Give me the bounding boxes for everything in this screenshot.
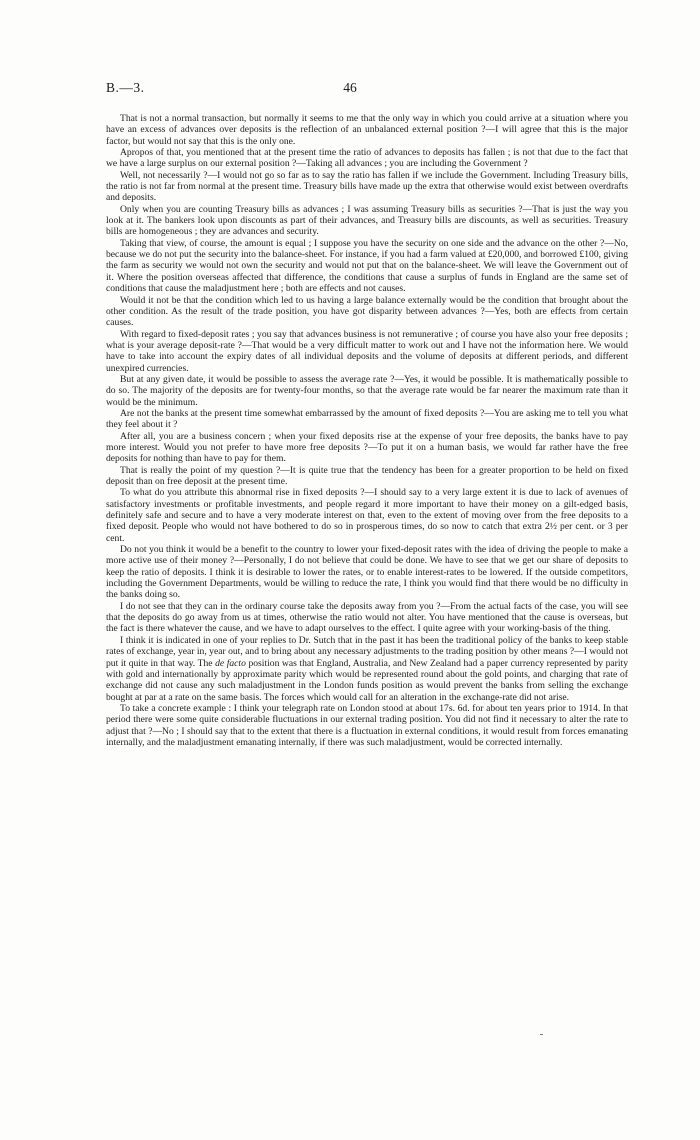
- page-number: 46: [343, 80, 357, 95]
- paragraph: Taking that view, of course, the amount is equal ; I suppose you have the security on one side and the advance on the other ?—No, because we do not put the security into the balance-sheet. For instance, if you had a farm valued at £20,000, and borrowed £100, giving the farm as security we would not own the security and would not put that on the balance-sheet. We will leave the Government out of it. Where the position overseas affected that difference, the conditions that cause a surplus of funds in England are the same set of conditions that cause the maladjustment here ; both are effects and not causes.: [106, 237, 628, 295]
- paragraph: With regard to fixed-deposit rates ; you say that advances business is not remunerative ; of course you have also your free deposits ; what is your average deposit-rate ?—That would be a very difficult matter to work out and I have not the information here. We would have to take into account the expiry dates of all individual deposits and the volume of deposits at different periods, and different unexpired currencies.: [106, 328, 628, 374]
- paragraph: To what do you attribute this abnormal rise in fixed deposits ?—I should say to a very large extent it is due to lack of avenues of satisfactory investments or profitable investments, and people regard it more important to have their money on a gilt-edged basis, definitely safe and secure and to have a very moderate interest on that, even to the extent of moving over from the free deposits to a fixed deposit. People who would not have bothered to do so in prosperous times, do so now to catch that extra 2½ per cent. or 3 per cent.: [106, 487, 628, 544]
- paragraph: That is not a normal transaction, but normally it seems to me that the only way in which you could arrive at a situation where you have an excess of advances over deposits is the reflection of an unbalanced external position ?—I will agree that this is the major factor, but would not say that this is the only one.: [106, 113, 628, 147]
- document-body: [106, 113, 628, 748]
- paragraph: That is really the point of my question ?—It is quite true that the tendency has been for a greater proportion to be held on fixed deposit than on free deposit at the present time.: [106, 464, 628, 487]
- paragraph: I do not see that they can in the ordinary course take the deposits away from you ?—From the actual facts of the case, you will see that the deposits do go away from us at times, otherwise the ratio would not alter. You have mentioned that the cause is overseas, but the fact is there whatever the cause, and we have to adapt ourselves to the effect. I quite agree with your working-basis of the thing.: [106, 600, 628, 635]
- document-reference: B.—3.: [106, 80, 145, 95]
- paragraph: I think it is indicated in one of your replies to Dr. Sutch that in the past it has been the traditional policy of the banks to keep stable rates of exchange, year in, year out, and to bring about any necessary adjustments to the trading position by other means ?—I would not put it quite in that way. The de facto position was that England, Australia, and New Zealand had a paper currency represented by parity with gold and internationally by approximate parity which would be represented round about the gold points, and charging that rate of exchange did not cause any such maladjustment in the London funds position as would prevent the banks from selling the exchange bought at par at a rate on the same basis. The forces which would call for an alteration in the exchange-rate did not arise.: [106, 634, 628, 703]
- paragraph: Only when you are counting Treasury bills as advances ; I was assuming Treasury bills as securities ?—That is just the way you look at it. The bankers look upon discounts as part of their advances, and Treasury bills are discounts, as well as securities. Treasury bills are homogeneous ; they are advances and security.: [106, 203, 628, 238]
- paragraph: Would it not be that the condition which led to us having a large balance externally would be the condition that brought about the other condition. As the result of the trade position, you have got disparity between advances ?—Yes, both are effects from certain causes.: [106, 294, 628, 329]
- paragraph: Are not the banks at the present time somewhat embarrassed by the amount of fixed deposits ?—You are asking me to tell you what they feel about it ?: [106, 407, 628, 431]
- paragraph: But at any given date, it would be possible to assess the average rate ?—Yes, it would be possible. It is mathematically possible to do so. The majority of the deposits are for twenty-four months, so that the average rate would be far nearer the maximum rate than it would be the minimum.: [106, 373, 628, 408]
- paragraph: Well, not necessarily ?—I would not go so far as to say the ratio has fallen if we include the Government. Including Treasury bills, the ratio is not far from normal at the present time. Treasury bills have made up the extra that otherwise would exist between overdrafts and deposits.: [106, 169, 628, 204]
- page-header: [106, 80, 594, 100]
- paragraph: To take a concrete example : I think your telegraph rate on London stood at about 17s. 6d. for about ten years prior to 1914. In that period there were some quite considerable fluctuations in our external trading position. You did not find it necessary to alter the rate to adjust that ?—No ; I should say that to the extent that there is a fluctuation in external conditions, it would result from forces emanating internally, and the maladjustment emanating internally, if there was such maladjustment, would be corrected internally.: [106, 702, 628, 748]
- paragraph: Do not you think it would be a benefit to the country to lower your fixed-deposit rates with the idea of driving the people to make a more active use of their money ?—Personally, I do not believe that could be done. We have to see that we get our share of deposits to keep the ratio of deposits. I think it is desirable to lower the rates, or to enable interest-rates to be lowered. If the outside competitors, including the Government Departments, would be willing to reduce the rate, I think you would find that there would be no difficulty in the banks doing so.: [106, 544, 628, 601]
- paragraph: Apropos of that, you mentioned that at the present time the ratio of advances to deposits has fallen ; is not that due to the fact that we have a large surplus on our external position ?—Taking all advances ; you are including the Government ?: [106, 147, 628, 170]
- print-speck: [540, 1034, 543, 1035]
- paragraph: After all, you are a business concern ; when your fixed deposits rise at the expense of your free deposits, the banks have to pay more interest. Would you not prefer to have more free deposits ?—To put it on a human basis, we would far rather have the free deposits for nothing than have to pay for them.: [106, 430, 628, 465]
